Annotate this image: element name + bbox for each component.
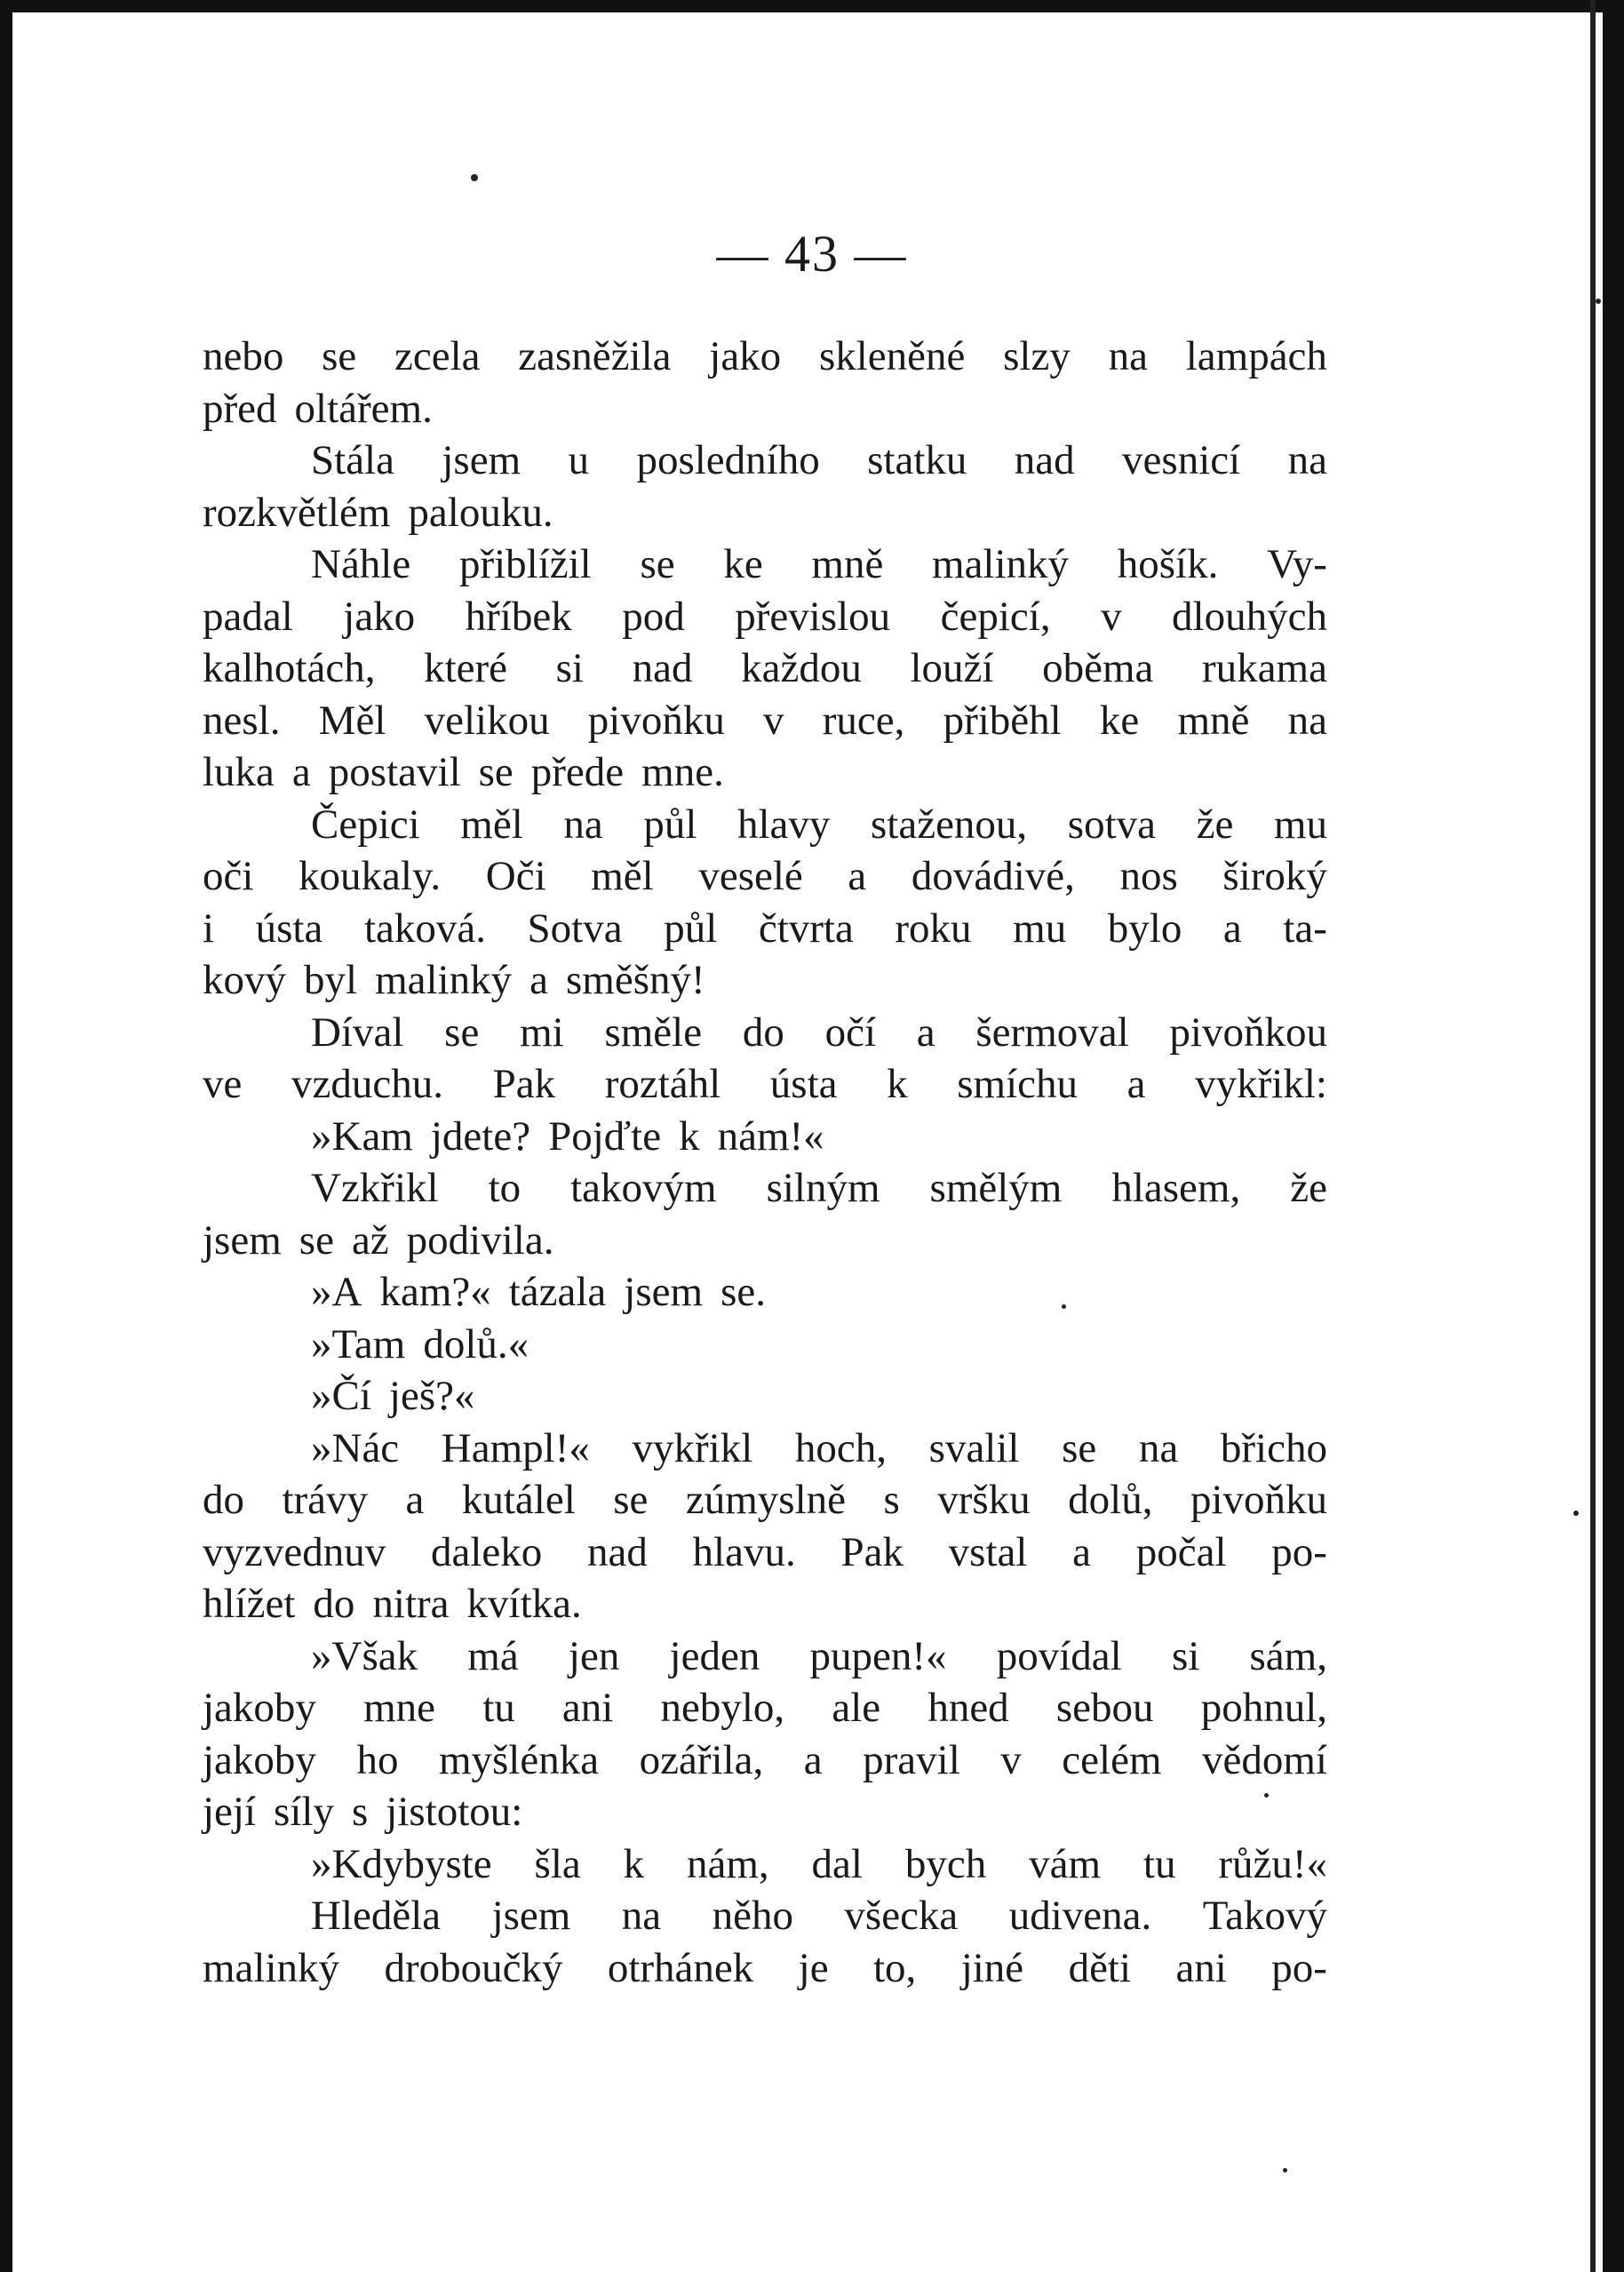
text-line: »Kam jdete? Pojďte k nám!«: [311, 1112, 824, 1160]
scan-edge-top: [0, 0, 1624, 12]
text-line: »Náс Hampl!« vykřikl hoch, svalil se na břicho: [311, 1424, 1327, 1471]
text-line: její síly s jistotou:: [203, 1789, 523, 1835]
text-line: luka a postavil se přede mne.: [203, 749, 724, 795]
text-line: jakoby mne tu ani nebylo, ale hned sebou pohnul,: [203, 1685, 1327, 1731]
text-line: Vzkřikl to takovým silným smělým hlasem, že: [311, 1165, 1327, 1211]
text-line: kový byl malinký a směšný!: [203, 957, 705, 1003]
text-line: »Tam dolů.«: [311, 1320, 529, 1367]
text-line: »Kdybyste šla k nám, dal bych vám tu růžu!«: [311, 1840, 1327, 1887]
dust-speck: [1596, 299, 1601, 304]
text-line: Náhle přiblížil se ke mně malinký hošík. Vy-: [311, 541, 1327, 587]
body-text: [203, 331, 1327, 1994]
scan-edge-right-inner: [1590, 0, 1596, 2272]
text-line: před oltářem.: [203, 385, 433, 432]
scan-edge-left: [0, 0, 12, 2272]
text-line: rozkvětlém palouku.: [203, 489, 553, 536]
text-line: kalhotách, které si nad každou louží oběma rukama: [203, 645, 1327, 691]
text-line: Díval se mi směle do očí a šermoval pivoňkou: [311, 1008, 1327, 1056]
text-line: malinký drobоučký otrhánek je to, jiné děti ani po-: [203, 1944, 1327, 1991]
text-line: do trávy a kutálel se zúmyslně s vršku dolů, pivoňku: [203, 1477, 1327, 1523]
text-line: nebo se zcela zasněžila jako skleněné slzy na lampách: [203, 333, 1327, 379]
text-line: nesl. Měl velikou pivoňku v ruce, přiběhl ke mně na: [203, 697, 1327, 744]
text-line: hlížet do nitra kvítka.: [203, 1581, 582, 1627]
text-line: i ústa taková. Sotva půl čtvrta roku mu bylo a ta-: [203, 905, 1327, 952]
text-line: Čepici měl na půl hlavy staženou, sotva že mu: [311, 801, 1327, 848]
page-number: — 43 —: [716, 225, 908, 283]
text-line: »Však má jen jeden pupen!« povídal si sám,: [311, 1632, 1327, 1679]
text-line: jsem se až podivila.: [203, 1216, 554, 1264]
text-line: oči koukaly. Oči měl veselé a dovádivé, nos široký: [203, 853, 1327, 899]
scan-edge-right: [1603, 0, 1624, 2272]
text-line: Hleděla jsem na něho všecka udivena. Takový: [311, 1893, 1327, 1939]
text-line: ve vzduchu. Pak roztáhl ústa k smíchu a vykřikl:: [203, 1061, 1327, 1107]
text-line: vyzvednuv daleko nad hlavu. Pak vstal a počal po-: [203, 1528, 1327, 1575]
text-line: »A kam?« tázala jsem se.: [311, 1269, 766, 1315]
text-line: Stála jsem u posledního statku nad vesnicí na: [311, 437, 1327, 483]
text-line: »Čí ješ?«: [311, 1373, 475, 1419]
dust-speck: [471, 174, 478, 181]
text-line: padal jako hříbek pod převislou čepicí, v dlouhých: [203, 593, 1327, 640]
text-line: jakoby ho myšlénka ozářila, a pravil v celém vědomí: [203, 1736, 1327, 1783]
dust-speck: [1283, 2168, 1287, 2172]
dust-speck: [1573, 1511, 1579, 1516]
